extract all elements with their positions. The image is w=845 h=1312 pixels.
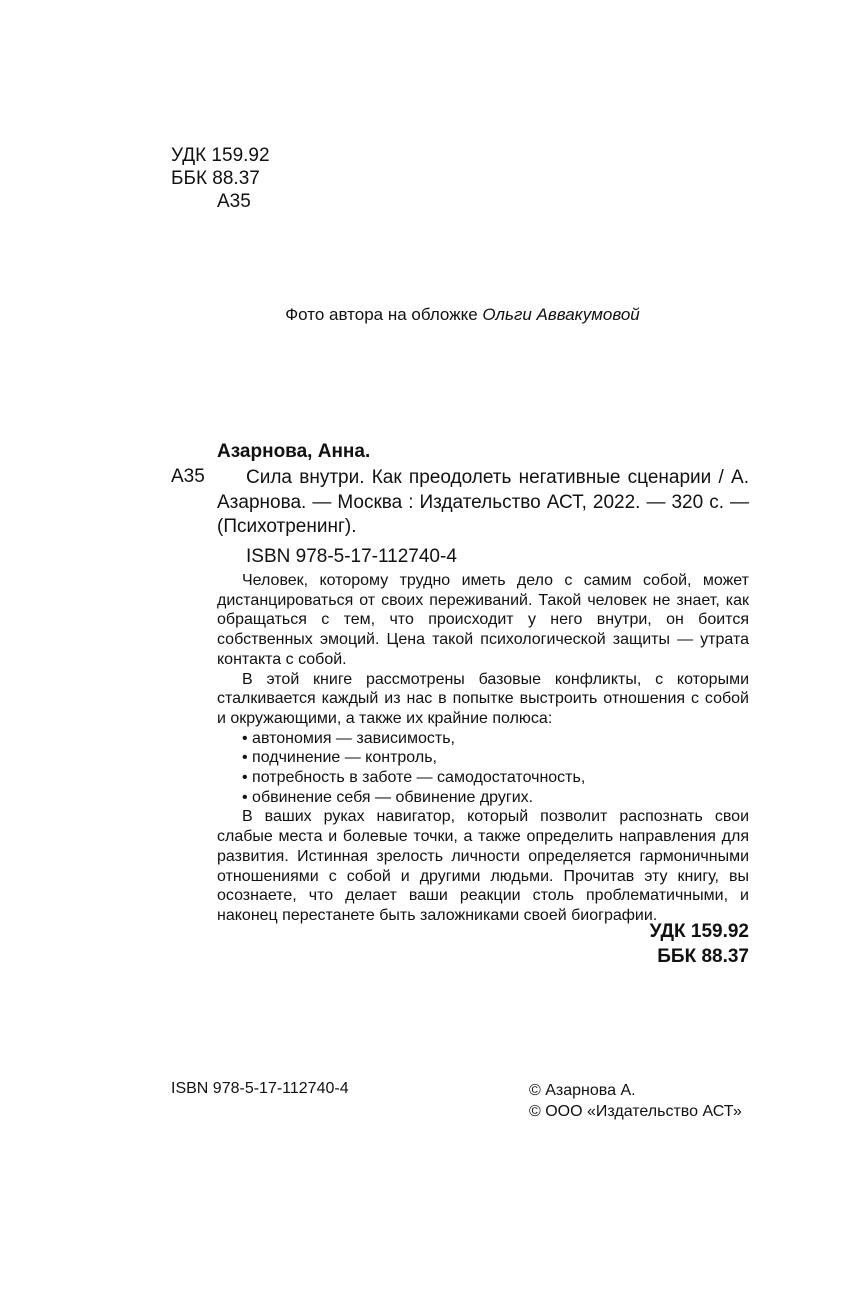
bbk-code: ББК 88.37 [171, 168, 260, 189]
conflicts-list [217, 729, 749, 808]
list-item: • потребность в заботе — самодостаточность, [242, 769, 586, 787]
record-isbn: ISBN 978-5-17-112740-4 [246, 545, 457, 567]
list-item: • подчинение — контроль, [242, 749, 437, 767]
photo-credit-prefix: Фото автора на обложке [285, 305, 478, 324]
list-item: • автономия — зависимость, [242, 729, 455, 747]
book-author: Азарнова, Анна. [217, 441, 371, 462]
udk-code: УДК 159.92 [171, 145, 270, 166]
annotation-paragraph-2: В этой книге рассмотрены базовые конфликты, с которыми сталкивается каждый из нас в попытке выстроить отношения с собой и окружающими, а также их крайние полюса: [217, 670, 749, 727]
udk-code: УДК 159.92 [649, 921, 749, 942]
footer-isbn: ISBN 978-5-17-112740-4 [171, 1080, 349, 1097]
copyright-publisher: © ООО «Издательство АСТ» [529, 1103, 742, 1120]
annotation-paragraph-1: Человек, которому трудно иметь дело с самим собой, может дистанцироваться от своих переживаний. Такой человек не знает, как обращаться с тем, что происходит у него внутри, он боится собственных эмоций. Цена такой психологической защиты — утрата контакта с собой. [217, 572, 749, 668]
annotation-paragraph-3: В ваших руках навигатор, который позволит распознать свои слабые места и болевые точки, а также определить направления для развития. Истинная зрелость личности определяется гармоничными отношениями с собой и другими людьми. Прочитав эту книгу, вы осознаете, что делает ваши реакции столь проблематичными, и наконец перестанете быть заложниками своей биографии. [217, 808, 749, 924]
photo-credit-name: Ольги Аввакумовой [482, 305, 640, 324]
bibliographic-record [217, 466, 749, 569]
copyright-author: © Азарнова А. [529, 1082, 636, 1099]
list-item: • обвинение себя — обвинение других. [242, 788, 534, 806]
bibliographic-description: Сила внутри. Как преодолеть негативные сценарии / А. Азарнова. — Москва : Издательство АСТ, 2022. — 320 с. — (Психотренинг). [217, 467, 749, 537]
bbk-code: ББК 88.37 [657, 946, 749, 967]
classification-codes-bottom [549, 919, 749, 969]
photo-credit [0, 305, 845, 325]
record-author-mark: А35 [171, 466, 205, 487]
classification-codes-top [171, 144, 270, 213]
author-mark: А35 [217, 191, 251, 212]
annotation [217, 571, 749, 926]
copyright-block [529, 1080, 742, 1122]
